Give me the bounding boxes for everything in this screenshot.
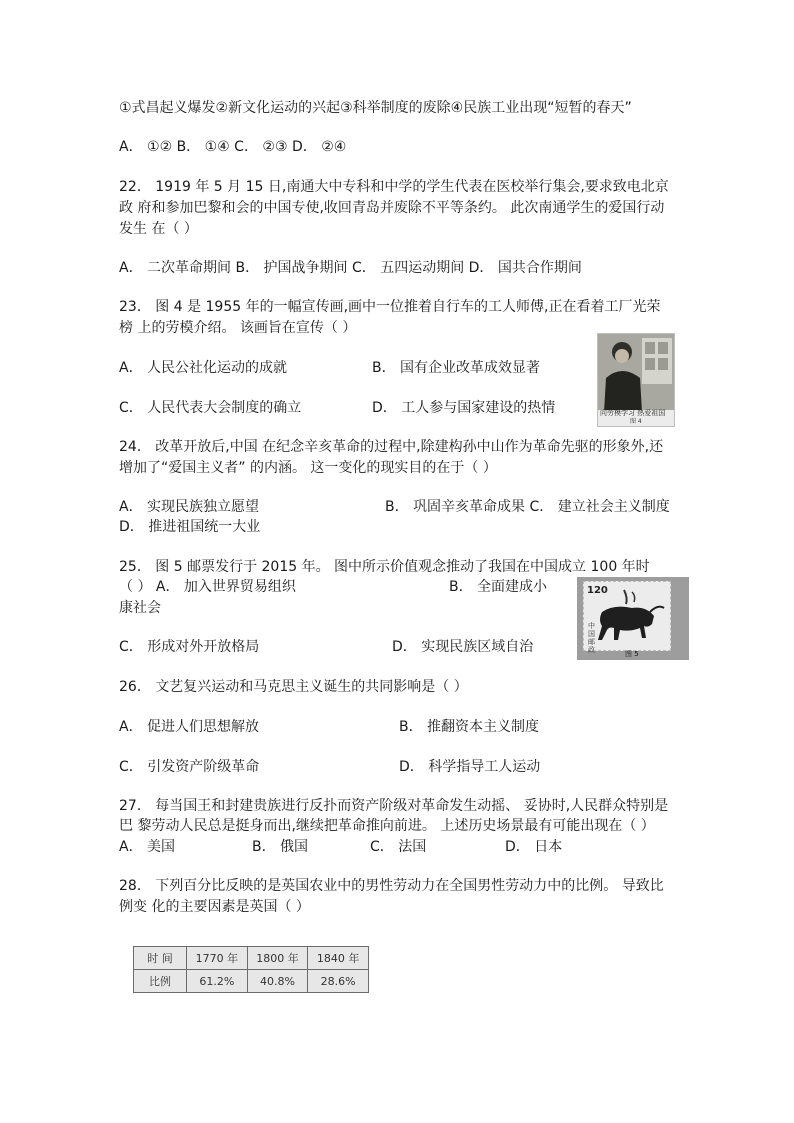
q25-option-c: C． 形成对外开放格局 bbox=[119, 639, 260, 655]
table-cell: 比例 bbox=[134, 970, 187, 993]
q23-option-a: A． 人民公社化运动的成就 bbox=[119, 360, 288, 376]
q24-option-d: D． 推进祖国统一大业 bbox=[119, 519, 261, 535]
q27-option-c: C． 法国 bbox=[370, 839, 427, 855]
q25-line2b: B． 全面建成小 bbox=[449, 579, 548, 595]
table-row bbox=[134, 970, 369, 993]
q24-option-a: A． 实现民族独立愿望 bbox=[119, 499, 260, 515]
q26-option-b: B． 推翻资本主义制度 bbox=[399, 719, 540, 735]
q22-options: A． 二次革命期间 B． 护国战争期间 C． 五四运动期间 D． 国共合作期间 bbox=[119, 260, 582, 276]
q25-line2a: （ ） A． 加入世界贸易组织 bbox=[119, 579, 296, 595]
q28-line1: 28． 下列百分比反映的是英国农业中的男性劳动力在全国男性劳动力中的比例。 导致比 bbox=[119, 878, 664, 894]
figure-5-stamp-frame bbox=[577, 577, 689, 660]
table-cell: 40.8% bbox=[247, 970, 308, 993]
stamp-value: 120 bbox=[587, 585, 608, 596]
q24-option-b-c: B． 巩固辛亥革命成果 C． 建立社会主义制度 bbox=[385, 499, 670, 515]
q27-line1: 27． 每当国王和封建贵族进行反扑而资产阶级对革命发生动摇、 妥协时,人民群众特别是 bbox=[119, 798, 669, 814]
table-row bbox=[134, 947, 369, 970]
table-cell: 时 间 bbox=[134, 947, 187, 970]
q27-option-a: A． 美国 bbox=[119, 839, 176, 855]
table-cell: 61.2% bbox=[187, 970, 248, 993]
q24-line1: 24． 改革开放后,中国 在纪念辛亥革命的过程中,除建构孙中山作为革命先驱的形象外,还 bbox=[119, 439, 664, 455]
poster-caption: 向劳模学习 热爱祖国 bbox=[600, 409, 666, 417]
q26-option-d: D． 科学指导工人运动 bbox=[399, 759, 541, 775]
q27-line2: 巴 黎劳动人民总是挺身而出,继续把革命推向前进。 上述历史场景最有可能出现在（ ） bbox=[119, 818, 655, 834]
q21-stem: ①式昌起义爆发②新文化运动的兴起③科举制度的废除④民族工业出现“短暂的春天” bbox=[119, 100, 632, 116]
q23-option-d: D． 工人参与国家建设的热情 bbox=[372, 400, 556, 416]
q26-option-a: A． 促进人们思想解放 bbox=[119, 719, 260, 735]
q25-option-d: D． 实现民族区域自治 bbox=[392, 639, 534, 655]
table-cell: 1770 年 bbox=[187, 947, 248, 970]
figure-4-poster bbox=[597, 333, 675, 427]
q23-line1: 23． 图 4 是 1955 年的一幅宣传画,画中一位推着自行车的工人师傅,正在看着工厂光荣 bbox=[119, 299, 661, 315]
q28-ratio-table bbox=[133, 946, 369, 993]
q28-line2: 例变 化的主要因素是英国（ ） bbox=[119, 899, 310, 915]
figure-4-label: 图 4 bbox=[630, 418, 642, 425]
q21-options: A． ①② B． ①④ C． ②③ D． ②④ bbox=[119, 139, 347, 155]
q25-line1: 25． 图 5 邮票发行于 2015 年。 图中所示价值观念推动了我国在中国成立 100 年时 bbox=[119, 559, 650, 575]
q26-option-c: C． 引发资产阶级革命 bbox=[119, 759, 260, 775]
figure-5-label: 图 5 bbox=[625, 650, 639, 658]
q22-line2: 政 府和参加巴黎和会的中国专使,收回青岛并废除不平等条约。 此次南通学生的爱国行动 bbox=[119, 200, 665, 216]
table-cell: 28.6% bbox=[308, 970, 369, 993]
stamp-text: 中国邮政 bbox=[588, 622, 595, 654]
q23-option-b: B． 国有企业改革成效显著 bbox=[372, 360, 541, 376]
table-cell: 1840 年 bbox=[308, 947, 369, 970]
q22-line1: 22． 1919 年 5 月 15 日,南通大中专科和中学的学生代表在医校举行集会,要求致电北京 bbox=[119, 179, 669, 195]
q27-option-d: D． 日本 bbox=[505, 839, 563, 855]
q24-line2: 增加了“爱国主义者” 的内涵。 这一变化的现实目的在于（ ） bbox=[119, 460, 497, 476]
q23-line2: 榜 上的劳模介绍。 该画旨在宣传（ ） bbox=[119, 320, 357, 336]
q27-option-b: B． 俄国 bbox=[252, 839, 309, 855]
q25-line3: 康社会 bbox=[119, 600, 161, 616]
q26-line1: 26． 文艺复兴运动和马克思主义诞生的共同影响是（ ） bbox=[119, 679, 468, 695]
q23-option-c: C． 人民代表大会制度的确立 bbox=[119, 400, 302, 416]
table-cell: 1800 年 bbox=[247, 947, 308, 970]
q22-line3: 发生 在（ ） bbox=[119, 221, 198, 237]
